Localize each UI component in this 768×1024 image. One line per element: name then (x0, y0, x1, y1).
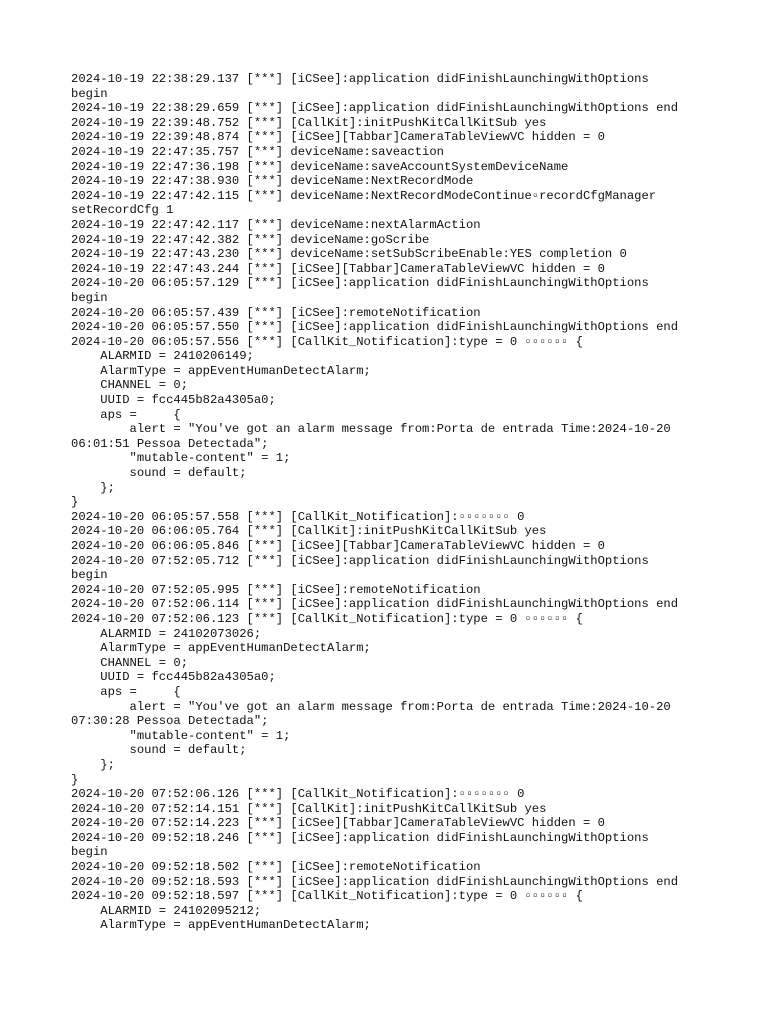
log-line: AlarmType = appEventHumanDetectAlarm; (71, 363, 371, 378)
log-line: begin (71, 568, 108, 583)
log-line: "mutable-content" = 1; (71, 451, 291, 466)
log-line: begin (71, 290, 108, 305)
log-line: 2024-10-20 06:05:57.556 [***] [CallKit_Notification]:type = 0 ▫▫▫▫▫▫ { (71, 334, 583, 349)
log-line: UUID = fcc445b82a4305a0; (71, 670, 276, 685)
log-line: 2024-10-20 06:06:05.846 [***] [iCSee][Tabbar]CameraTableViewVC hidden = 0 (71, 539, 605, 553)
log-line: 06:01:51 Pessoa Detectada"; (71, 436, 269, 451)
log-line: 2024-10-19 22:47:36.198 [***] deviceName:saveAccountSystemDeviceName (71, 159, 569, 174)
log-line: 2024-10-20 07:52:05.712 [***] [iCSee]:application didFinishLaunchingWithOptions (71, 553, 649, 568)
log-line: 2024-10-19 22:39:48.752 [***] [CallKit]:initPushKitCallKitSub yes (71, 115, 547, 130)
log-line: sound = default; (71, 743, 247, 758)
log-line: 2024-10-20 09:52:18.246 [***] [iCSee]:application didFinishLaunchingWithOptions (71, 830, 649, 845)
log-line: alert = "You've got an alarm message from:Porta de entrada Time:2024-10-20 (71, 699, 671, 714)
log-line: } (71, 772, 79, 787)
log-line: AlarmType = appEventHumanDetectAlarm; (71, 641, 371, 656)
log-line: 2024-10-19 22:39:48.874 [***] [iCSee][Tabbar]CameraTableViewVC hidden = 0 (71, 130, 605, 145)
log-line: 2024-10-19 22:47:35.757 [***] deviceName:saveaction (71, 144, 444, 159)
log-line: CHANNEL = 0; (71, 655, 189, 670)
log-line: 2024-10-20 09:52:18.502 [***] [iCSee]:remoteNotification (71, 860, 481, 875)
log-line: 2024-10-20 07:52:06.126 [***] [CallKit_Notification]:▫▫▫▫▫▫▫ 0 (71, 787, 525, 802)
log-line: } (71, 495, 79, 510)
log-text (71, 72, 731, 933)
log-line: alert = "You've got an alarm message from:Porta de entrada Time:2024-10-20 (71, 422, 671, 437)
log-line: ALARMID = 2410206149; (71, 349, 254, 364)
log-line: begin (71, 845, 108, 860)
log-line: 2024-10-19 22:47:43.230 [***] deviceName:setSubScribeEnable:YES completion 0 (71, 247, 627, 262)
log-line: 2024-10-19 22:47:42.382 [***] deviceName:goScribe (71, 232, 430, 247)
log-line: CHANNEL = 0; (71, 378, 189, 393)
log-line: 2024-10-20 07:52:06.123 [***] [CallKit_Notification]:type = 0 ▫▫▫▫▫▫ { (71, 611, 583, 626)
log-line: 2024-10-19 22:47:42.115 [***] deviceName:NextRecordModeContinue▫recordCfgManager (71, 188, 657, 203)
log-line: UUID = fcc445b82a4305a0; (71, 393, 276, 408)
log-line: ALARMID = 24102073026; (71, 626, 262, 641)
log-line: "mutable-content" = 1; (71, 728, 291, 743)
log-line: 2024-10-20 06:05:57.558 [***] [CallKit_Notification]:▫▫▫▫▫▫▫ 0 (71, 509, 525, 524)
log-line: 2024-10-20 06:05:57.129 [***] [iCSee]:application didFinishLaunchingWithOptions (71, 276, 649, 291)
log-line: aps = { (71, 684, 181, 699)
log-line: 2024-10-20 07:52:14.223 [***] [iCSee][Tabbar]CameraTableViewVC hidden = 0 (71, 816, 605, 831)
log-line: 2024-10-20 09:52:18.597 [***] [CallKit_Notification]:type = 0 ▫▫▫▫▫▫ { (71, 889, 583, 904)
log-line: 2024-10-19 22:47:42.117 [***] deviceName:nextAlarmAction (71, 217, 481, 232)
log-line: sound = default; (71, 466, 247, 481)
log-line: }; (71, 757, 115, 772)
log-line: 2024-10-20 07:52:14.151 [***] [CallKit]:initPushKitCallKitSub yes (71, 801, 547, 816)
log-line: ALARMID = 24102095212; (71, 903, 262, 918)
log-line: setRecordCfg 1 (71, 203, 174, 218)
log-line: 2024-10-20 06:05:57.439 [***] [iCSee]:remoteNotification (71, 305, 481, 320)
log-line: 2024-10-20 06:06:05.764 [***] [CallKit]:initPushKitCallKitSub yes (71, 524, 547, 539)
log-line: 2024-10-20 07:52:06.114 [***] [iCSee]:application didFinishLaunchingWithOptions end (71, 597, 679, 612)
log-line: AlarmType = appEventHumanDetectAlarm; (71, 918, 371, 933)
log-line: 2024-10-20 06:05:57.550 [***] [iCSee]:application didFinishLaunchingWithOptions end (71, 320, 679, 335)
log-line: begin (71, 86, 108, 101)
log-line: aps = { (71, 407, 181, 422)
log-line: 2024-10-19 22:38:29.659 [***] [iCSee]:application didFinishLaunchingWithOptions end (71, 101, 679, 116)
log-line: 07:30:28 Pessoa Detectada"; (71, 714, 269, 729)
log-line: 2024-10-20 09:52:18.593 [***] [iCSee]:application didFinishLaunchingWithOptions end (71, 874, 679, 889)
log-line: 2024-10-19 22:47:38.930 [***] deviceName:NextRecordMode (71, 174, 474, 189)
log-line: 2024-10-20 07:52:05.995 [***] [iCSee]:remoteNotification (71, 582, 481, 597)
log-line: 2024-10-19 22:47:43.244 [***] [iCSee][Tabbar]CameraTableViewVC hidden = 0 (71, 261, 605, 276)
log-line: 2024-10-19 22:38:29.137 [***] [iCSee]:application didFinishLaunchingWithOptions (71, 72, 649, 86)
log-line: }; (71, 480, 115, 495)
